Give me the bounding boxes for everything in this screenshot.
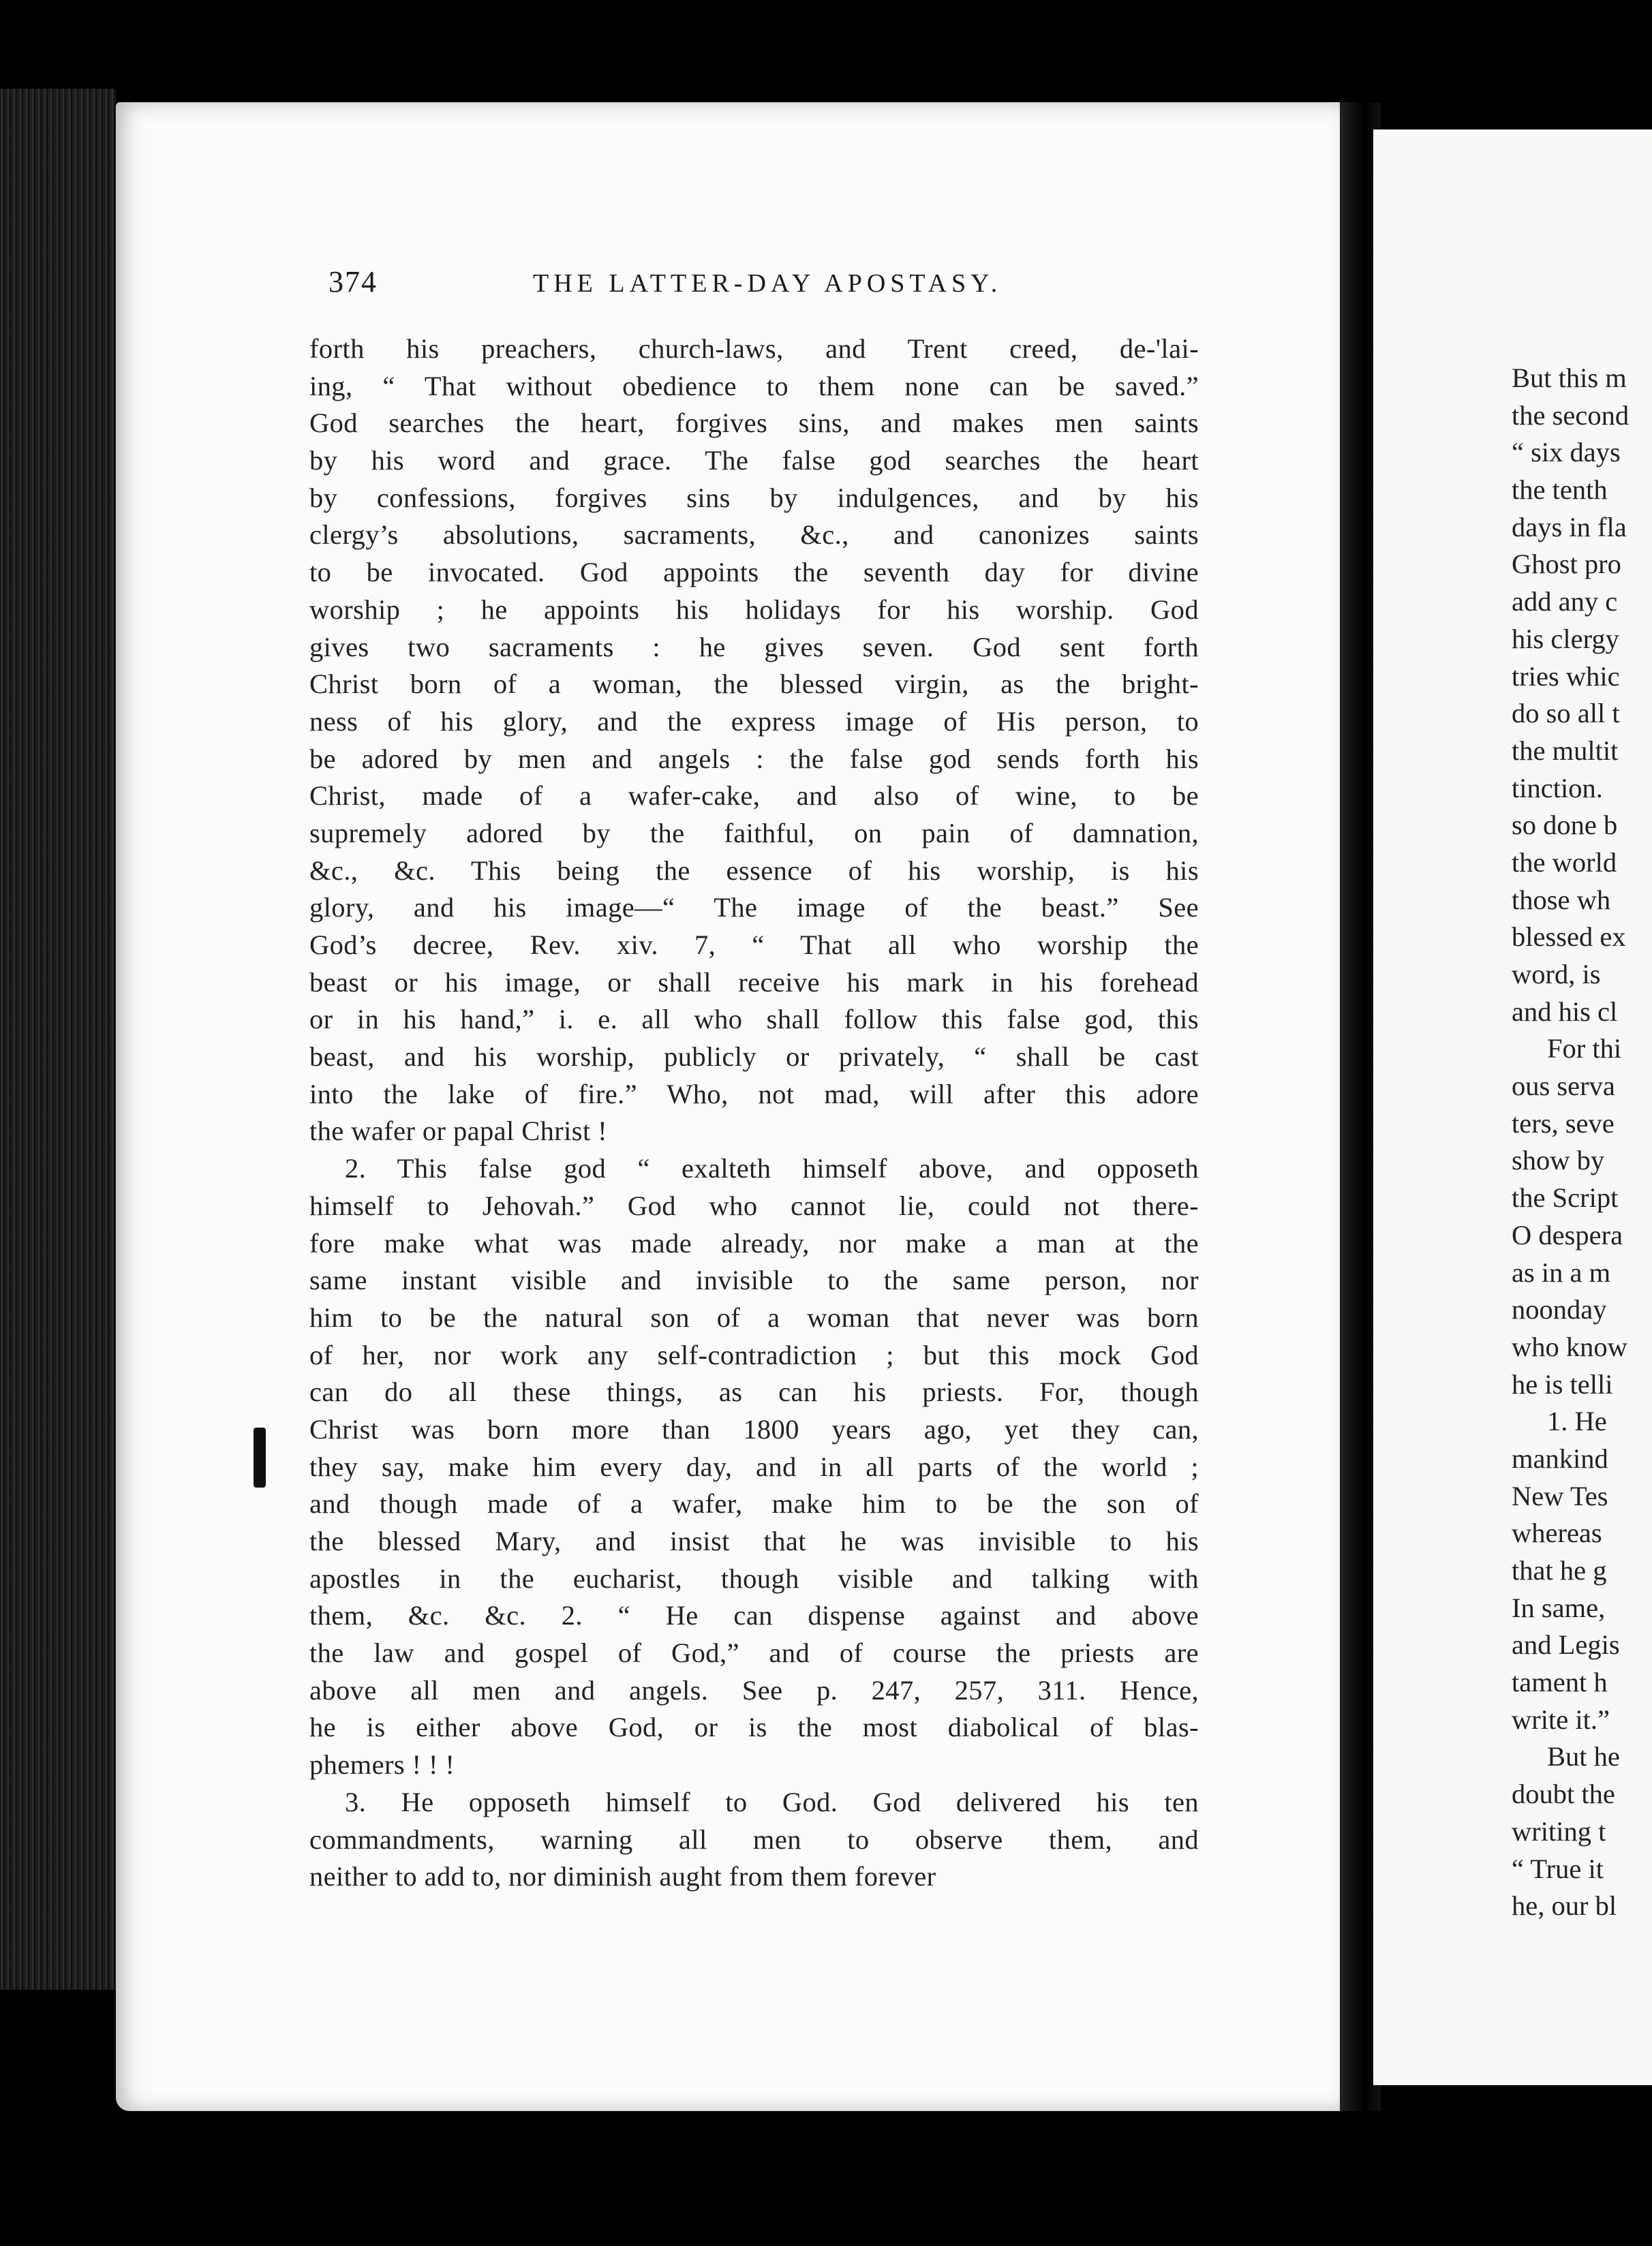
text-line: the multit: [1512, 735, 1619, 766]
text-line: forth his preachers, church-laws, and Trent creed, de-'lai-: [309, 333, 1199, 364]
text-line: But he: [1547, 1741, 1620, 1772]
text-line: or in his hand,” i. e. all who shall follow this false god, this: [309, 1004, 1199, 1035]
text-line: the Script: [1512, 1182, 1619, 1214]
text-line: But this m: [1512, 363, 1627, 393]
left-page-body: [309, 330, 1199, 1896]
text-line: into the lake of fire.” Who, not mad, will after this adore: [309, 1078, 1199, 1109]
text-line: above all men and angels. See p. 247, 257, 311. Hence,: [309, 1674, 1199, 1706]
text-line: show by: [1512, 1145, 1605, 1176]
text-line: he is either above God, or is the most diabolical of blas-: [309, 1712, 1199, 1743]
text-line: by confessions, forgives sins by indulgences, and by his: [309, 482, 1199, 513]
text-line: ous serva: [1512, 1071, 1615, 1102]
text-line: “ six days: [1512, 437, 1621, 468]
text-line: ters, seve: [1512, 1107, 1615, 1139]
text-line: tries whic: [1512, 660, 1620, 692]
text-line: to be invocated. God appoints the seventh day for divine: [309, 557, 1199, 588]
text-line: beast, and his worship, publicly or privately, “ shall be cast: [309, 1041, 1199, 1073]
text-line: writing t: [1512, 1815, 1606, 1847]
text-line: tament h: [1512, 1667, 1608, 1698]
text-line: the blessed Mary, and insist that he was invisible to his: [309, 1526, 1199, 1556]
text-line: mankind: [1512, 1443, 1608, 1474]
text-line: 2. This false god “ exalteth himself above, and opposeth: [345, 1153, 1199, 1184]
text-line: write it.”: [1512, 1704, 1610, 1735]
text-line: those wh: [1512, 884, 1611, 915]
text-line: God’s decree, Rev. xiv. 7, “ That all who worship the: [309, 929, 1199, 960]
text-line: noonday: [1512, 1294, 1607, 1325]
text-line: 3. He opposeth himself to God. God delivered his ten: [345, 1786, 1199, 1817]
text-line: O despera: [1512, 1219, 1623, 1250]
text-line: by his word and grace. The false god searches the heart: [309, 445, 1199, 476]
text-line: fore make what was made already, nor make a man at the: [309, 1227, 1199, 1259]
text-line: whereas: [1512, 1518, 1602, 1549]
book-page-edges: [0, 89, 116, 1990]
text-line: God searches the heart, forgives sins, and makes men saints: [309, 407, 1199, 439]
text-line: so done b: [1512, 810, 1618, 841]
text-line: New Tes: [1512, 1480, 1608, 1511]
text-line: tinction.: [1512, 772, 1603, 803]
text-line: and though made of a wafer, make him to be the son of: [309, 1488, 1199, 1520]
text-line: and his cl: [1512, 996, 1618, 1027]
text-line: ness of his glory, and the express image of His person, to: [309, 705, 1199, 737]
text-line: the tenth: [1512, 474, 1608, 506]
text-line: same instant visible and invisible to the same person, nor: [309, 1265, 1199, 1296]
text-line: of her, nor work any self-contradiction ; but this mock God: [309, 1339, 1199, 1370]
text-line: In same,: [1512, 1592, 1606, 1623]
text-line: apostles in the eucharist, though visible and talking with: [309, 1563, 1199, 1594]
text-line: the wafer or papal Christ !: [309, 1116, 608, 1147]
text-line: his clergy: [1512, 623, 1619, 654]
text-line: blessed ex: [1512, 921, 1626, 953]
running-title: THE LATTER-DAY APOSTASY.: [533, 269, 1003, 298]
text-line: clergy’s absolutions, sacraments, &c., and canonizes saints: [309, 519, 1199, 551]
text-line: him to be the natural son of a woman that never was born: [309, 1302, 1199, 1333]
text-line: &c., &c. This being the essence of his worship, is his: [309, 855, 1199, 886]
text-line: For thi: [1547, 1033, 1622, 1064]
page-number: 374: [328, 265, 378, 298]
text-line: commandments, warning all men to observe them, and: [309, 1824, 1199, 1855]
text-line: the law and gospel of God,” and of course the priests are: [309, 1637, 1199, 1669]
text-line: Ghost pro: [1512, 549, 1621, 580]
text-line: add any c: [1512, 586, 1618, 617]
text-line: 1. He: [1547, 1406, 1607, 1437]
text-line: do so all t: [1512, 698, 1620, 729]
text-line: as in a m: [1512, 1257, 1611, 1288]
text-line: who know: [1512, 1331, 1627, 1362]
text-line: Christ, made of a wafer-cake, and also of wine, to be: [309, 780, 1199, 812]
text-line: beast or his image, or shall receive his mark in his forehead: [309, 966, 1199, 998]
text-line: gives two sacraments : he gives seven. God sent forth: [309, 631, 1199, 662]
text-line: they say, make him every day, and in all parts of the world ;: [309, 1451, 1199, 1482]
text-line: the second: [1512, 399, 1630, 431]
text-line: worship ; he appoints his holidays for his worship. God: [309, 594, 1199, 625]
text-line: can do all these things, as can his priests. For, though: [309, 1376, 1199, 1408]
text-line: be adored by men and angels : the false god sends forth his: [309, 743, 1199, 774]
text-line: the world: [1512, 846, 1617, 878]
text-line: word, is: [1512, 959, 1601, 989]
text-line: “ True it: [1512, 1853, 1604, 1884]
ink-smudge: [254, 1428, 266, 1488]
text-line: ing, “ That without obedience to them none can be saved.”: [309, 370, 1199, 401]
page-header: [328, 264, 1214, 312]
scan-background: [116, 2111, 1652, 2246]
text-line: that he g: [1512, 1555, 1607, 1586]
text-line: neither to add to, nor diminish aught from them forever: [309, 1861, 936, 1892]
text-line: he, our bl: [1512, 1890, 1617, 1922]
text-line: and Legis: [1512, 1629, 1620, 1661]
text-line: days in fla: [1512, 511, 1627, 542]
text-line: phemers ! ! !: [309, 1749, 455, 1781]
text-line: he is telli: [1512, 1368, 1613, 1400]
right-page-body: [1512, 360, 1652, 1995]
text-line: Christ born of a woman, the blessed virgin, as the bright-: [309, 668, 1199, 700]
text-line: doubt the: [1512, 1779, 1615, 1810]
text-line: himself to Jehovah.” God who cannot lie, could not there-: [309, 1190, 1199, 1221]
text-line: Christ was born more than 1800 years ago, yet they can,: [309, 1413, 1199, 1445]
text-line: glory, and his image—“ The image of the beast.” See: [309, 892, 1199, 923]
text-line: them, &c. &c. 2. “ He can dispense against and above: [309, 1600, 1199, 1631]
text-line: supremely adored by the faithful, on pain of damnation,: [309, 817, 1199, 848]
